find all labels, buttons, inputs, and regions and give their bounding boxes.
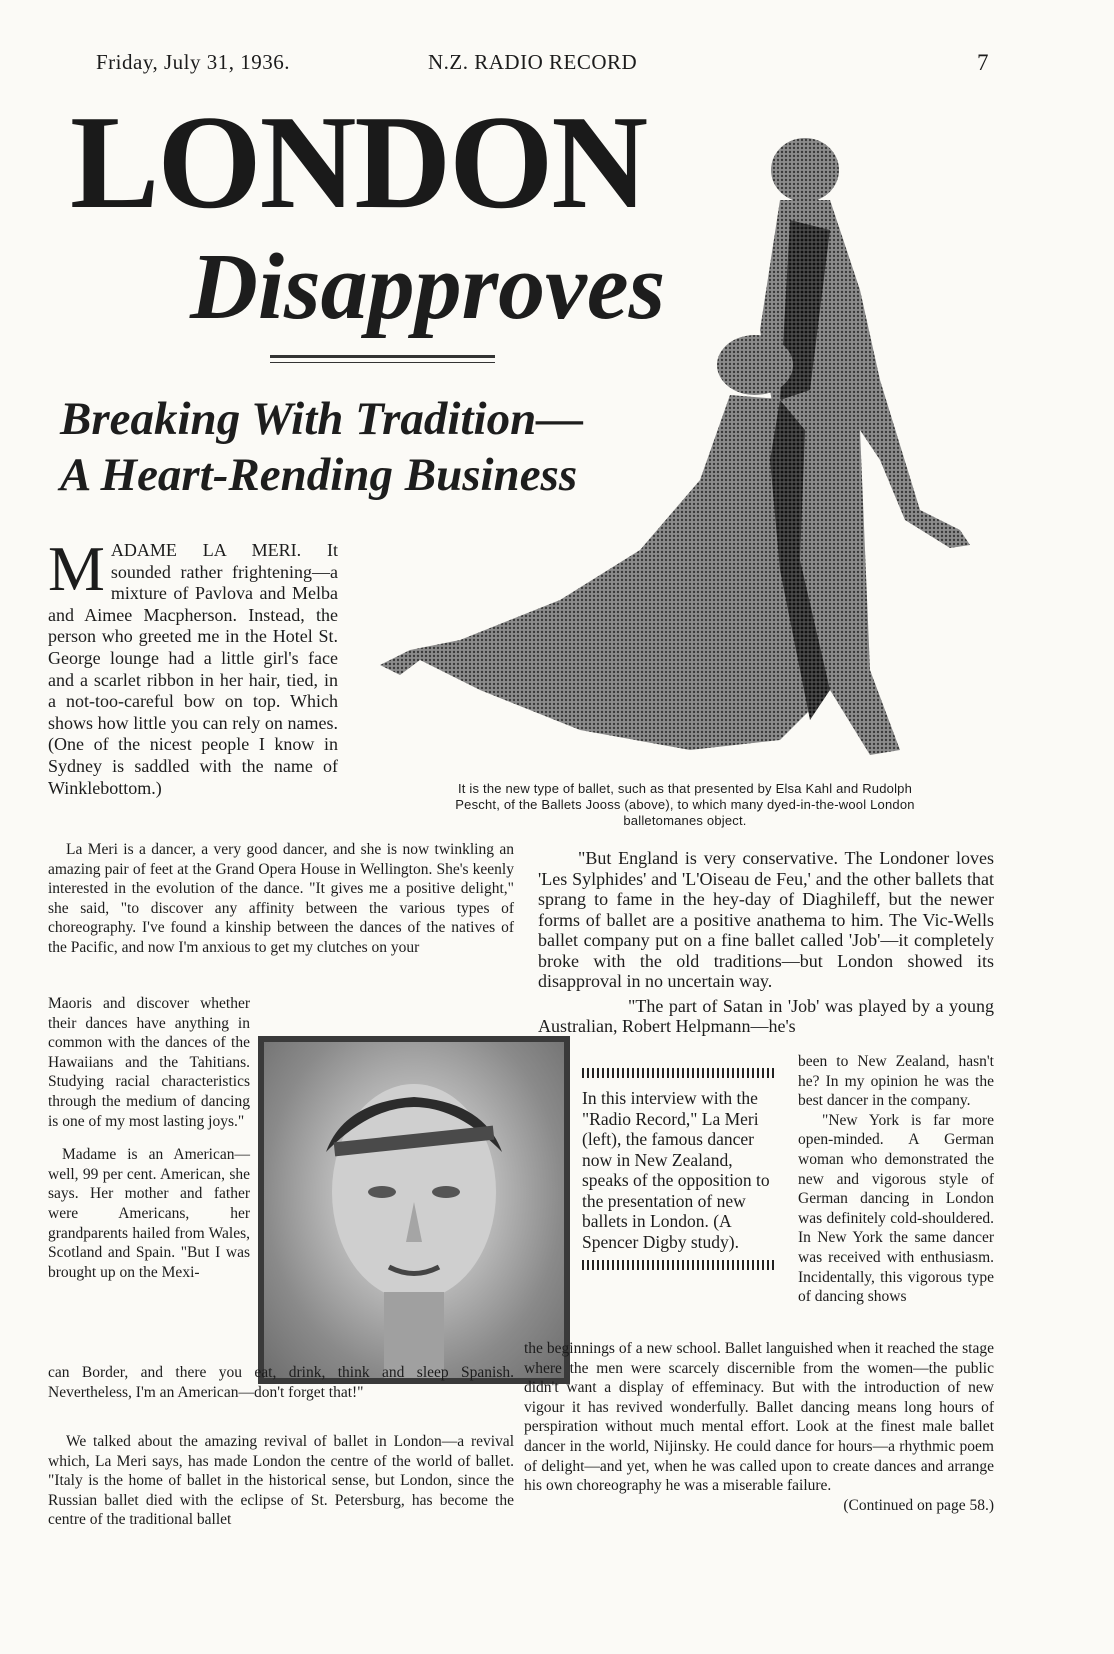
narrow-right-column: [798, 1052, 994, 1307]
paragraph-3-end-text: can Border, and there you eat, drink, think and sleep Spanish. Nevertheless, I'm an American—don't forget that!": [48, 1364, 514, 1401]
paragraph-3-end: [48, 1363, 514, 1402]
drop-cap: M: [48, 533, 105, 604]
dancers-photo: [360, 130, 1010, 790]
narrow-column: [48, 994, 250, 1282]
portrait-image: [264, 1042, 564, 1378]
paragraph-3: Madame is an American—well, 99 per cent. American, she says. Her mother and father were Americans, her grandparents hailed from Wales, Scotland and Spain. "But I was brought up on the Mexi-: [48, 1146, 250, 1281]
right-paragraph-3: "New York is far more open-minded. A German woman who demonstrated the new and vigorous style of German dancing in London was definitely cold-shouldered. In New York the same dancer was received with enthusiasm. Incidentally, this vigorous type of dancing shows: [798, 1111, 994, 1306]
right-column-lower: [524, 1339, 994, 1515]
publication-name: N.Z. RADIO RECORD: [428, 50, 638, 74]
deck-line-2: A Heart-Rending Business: [60, 449, 578, 501]
boxout-text: In this interview with the "Radio Record," La Meri (left), the famous dancer now in New Zealand, speaks of the opposition to the presentation of new ballets in London. (A Spencer Digby study).: [582, 1088, 770, 1252]
paragraph-4: [48, 1432, 514, 1530]
caption-line-3: balletomanes object.: [623, 813, 747, 828]
continued-note: (Continued on page 58.): [843, 1496, 994, 1514]
portrait-photo: [258, 1036, 570, 1384]
paragraph-2: [48, 840, 514, 958]
right-paragraph-1: "But England is very conservative. The Londoner loves 'Les Sylphides' and 'L'Oiseau de Feu,' and the other ballets that sprang to fame in the hey-day of Diaghileff, but the newer forms of ballet are a positive anathema to him. The Vic-Wells ballet company put on a fine ballet called 'Job'—it completely broke with the old traditions—but London showed its disapproval in no uncertain way.: [538, 848, 994, 991]
paragraph-2-cont: Maoris and discover whether their dances have anything in common with the dances of the Hawaiians and the Tahitians. Studying racial characteristics through the medium of dancing is one of my most lasting joys.": [48, 995, 250, 1130]
photo-caption: [380, 781, 990, 829]
lead-paragraph: [48, 533, 339, 799]
issue-date: Friday, July 31, 1936.: [96, 50, 290, 74]
deck-line-1: Breaking With Tradition—: [60, 393, 584, 445]
right-paragraph-2-cont: been to New Zealand, hasn't he? In my opinion he was the best dancer in the company.: [798, 1053, 994, 1110]
boxout-rule-top: [582, 1068, 776, 1078]
portrait-silhouette: [264, 1042, 564, 1378]
right-paragraph-2: "The part of Satan in 'Job' was played by a young Australian, Robert Helpmann—he's: [538, 995, 994, 1036]
right-column-1: [538, 848, 994, 1037]
paragraph-2-text: La Meri is a dancer, a very good dancer, and she is now twinkling an amazing pair of feet at the Grand Opera House in Wellington. She's keenly interested in the evolution of the dance. "It gives me a positive delight," she said, "to discover any affinity between the various types of choreography. I've found a kinship between the dances of the natives of the Pacific, and now I'm anxious to get my clutches on your: [48, 841, 514, 956]
lead-text: It sounded rather frightening—a mixture of Pavlova and Melba and Aimee Macpherson. Instead, the person who greeted me in the Hotel St. George lounge had a little girl's face and a scarlet ribbon in her hair, tied, in a not-too-careful bow on top. Which shows how little you can rely on names. (One of the nicest people I know in Sydney is saddled with the name of Winklebottom.): [48, 540, 339, 798]
right-paragraph-3-end: the beginnings of a new school. Ballet languished when it reached the stage where the men were scarcely discernible from the women—the public didn't want a display of effeminacy. But with the introduction of new vigour it has revived wonderfully. Ballet dancing means long hours of perspiration without much mental effort. Look at the finest male ballet dancer in the world, Nijinsky. He could dance for hours—a rhythmic poem of delight—and yet, when he was called upon to create dances and arrange his own choreography he was a miserable failure.: [524, 1340, 994, 1495]
paragraph-4-text: We talked about the amazing revival of ballet in London—a revival which, La Meri says, has made London the centre of the world of ballet. "Italy is the home of ballet in the historical sense, but London, since the Russian ballet died with the eclipse of St. Petersburg, has become the centre of the traditional ballet: [48, 1433, 514, 1529]
caption-line-2: Pescht, of the Ballets Jooss (above), to which many dyed-in-the-wool London: [455, 797, 915, 812]
boxout-rule-bottom: [582, 1260, 776, 1270]
headline-sub: Disapproves: [190, 235, 666, 339]
page-number: 7: [977, 50, 989, 75]
interview-boxout: [582, 1068, 776, 1270]
caption-line-1: It is the new type of ballet, such as that presented by Elsa Kahl and Rudolph: [457, 781, 913, 796]
headline-main: LONDON: [70, 88, 647, 236]
lead-first-line: ADAME LA MERI.: [110, 540, 302, 560]
